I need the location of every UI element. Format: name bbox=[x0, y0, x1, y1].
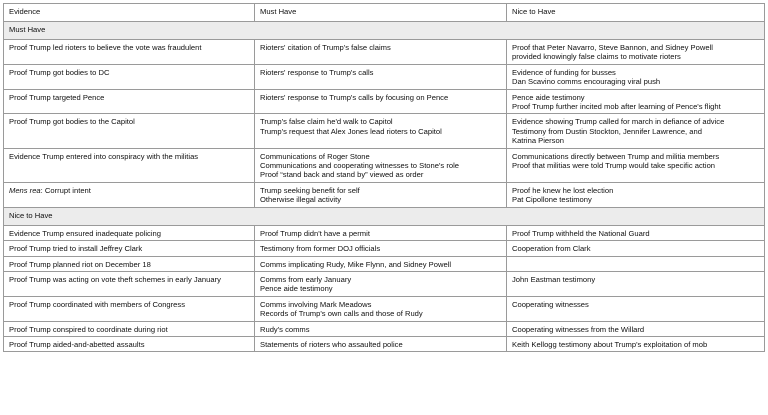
must-have-cell-line: Otherwise illegal activity bbox=[260, 195, 342, 205]
must-have-cell bbox=[255, 114, 507, 148]
must-have-cell-line: Rioters' response to Trump's calls bbox=[260, 67, 374, 77]
table-row bbox=[4, 296, 765, 321]
nice-to-have-cell bbox=[507, 256, 765, 271]
must-have-cell-line: Trump seeking benefit for self bbox=[260, 185, 360, 195]
must-have-cell-line: Rioters' response to Trump's calls by focusing on Pence bbox=[260, 92, 449, 102]
table-row bbox=[4, 182, 765, 207]
nice-to-have-cell-line: Evidence of funding for busses bbox=[512, 67, 616, 77]
nice-to-have-cell-line: Proof Trump further incited mob after learning of Pence's flight bbox=[512, 102, 721, 112]
evidence-cell bbox=[4, 241, 255, 256]
nice-to-have-cell bbox=[507, 271, 765, 296]
must-have-cell-line: Communications and cooperating witnesses to Stone's role bbox=[260, 161, 459, 171]
must-have-cell bbox=[255, 182, 507, 207]
evidence-cell-line: Proof Trump got bodies to DC bbox=[9, 67, 110, 77]
nice-to-have-cell-line: Cooperating witnesses bbox=[512, 299, 589, 309]
must-have-cell bbox=[255, 89, 507, 114]
section-header-row bbox=[4, 207, 765, 225]
nice-to-have-cell bbox=[507, 321, 765, 336]
table-row bbox=[4, 64, 765, 89]
must-have-cell-line: Proof Trump didn't have a permit bbox=[260, 228, 370, 238]
must-have-cell-line: Rioters' citation of Trump's false claims bbox=[260, 43, 391, 52]
must-have-cell-line: Proof “stand back and stand by” viewed as order bbox=[260, 170, 424, 180]
nice-to-have-cell bbox=[507, 296, 765, 321]
nice-to-have-cell bbox=[507, 336, 765, 351]
nice-to-have-cell-line: Dan Scavino comms encouraging viral push bbox=[512, 77, 661, 87]
evidence-cell-line: Evidence Trump ensured inadequate policing bbox=[9, 228, 161, 238]
evidence-cell bbox=[4, 40, 255, 65]
evidence-table-container bbox=[3, 3, 764, 352]
must-have-cell bbox=[255, 241, 507, 256]
section-header-row bbox=[4, 22, 765, 40]
must-have-cell bbox=[255, 336, 507, 351]
evidence-cell-line: Proof Trump led rioters to believe the vote was fraudulent bbox=[9, 43, 202, 52]
must-have-cell-line: Communications of Roger Stone bbox=[260, 151, 370, 161]
nice-to-have-cell-line: Proof that militias were told Trump would take specific action bbox=[512, 161, 716, 171]
nice-to-have-cell-line: Katrina Pierson bbox=[512, 136, 564, 146]
evidence-cell-line: Proof Trump conspired to coordinate during riot bbox=[9, 324, 168, 334]
evidence-cell bbox=[4, 321, 255, 336]
must-have-cell bbox=[255, 64, 507, 89]
nice-to-have-cell bbox=[507, 40, 765, 65]
evidence-table bbox=[3, 3, 765, 352]
must-have-cell-line: Rudy's comms bbox=[260, 324, 310, 334]
must-have-cell-line: Comms involving Mark Meadows bbox=[260, 299, 372, 309]
evidence-cell bbox=[4, 114, 255, 148]
table-row bbox=[4, 256, 765, 271]
must-have-cell-line: Statements of rioters who assaulted police bbox=[260, 339, 403, 349]
evidence-table-body bbox=[4, 4, 765, 352]
evidence-cell bbox=[4, 64, 255, 89]
evidence-cell-line: Proof Trump planned riot on December 18 bbox=[9, 259, 151, 269]
must-have-cell bbox=[255, 271, 507, 296]
must-have-cell-line: Records of Trump's own calls and those of Rudy bbox=[260, 309, 423, 319]
nice-to-have-cell-line: Testimony from Dustin Stockton, Jennifer Lawrence, and bbox=[512, 126, 702, 136]
evidence-italic-term: Mens rea bbox=[9, 185, 41, 195]
nice-to-have-cell-line: Cooperation from Clark bbox=[512, 244, 591, 254]
must-have-cell-line: Trump's request that Alex Jones lead rioters to Capitol bbox=[260, 126, 442, 136]
evidence-cell bbox=[4, 182, 255, 207]
table-row bbox=[4, 271, 765, 296]
nice-to-have-cell bbox=[507, 225, 765, 240]
must-have-cell-line: Trump's false claim he'd walk to Capitol bbox=[260, 117, 393, 127]
must-have-cell bbox=[255, 40, 507, 65]
evidence-cell-line: Proof Trump targeted Pence bbox=[9, 92, 105, 102]
table-row bbox=[4, 89, 765, 114]
must-have-cell bbox=[255, 256, 507, 271]
nice-to-have-cell-line: Keith Kellogg testimony about Trump's exploitation of mob bbox=[512, 339, 708, 349]
section-title: Nice to Have bbox=[4, 207, 765, 225]
table-row bbox=[4, 321, 765, 336]
evidence-cell-line: Proof Trump aided-and-abetted assaults bbox=[9, 339, 145, 349]
evidence-cell-line: Proof Trump got bodies to the Capitol bbox=[9, 117, 135, 127]
nice-to-have-cell-line: provided knowingly false claims to motivate rioters bbox=[512, 52, 681, 62]
section-title: Must Have bbox=[4, 22, 765, 40]
must-have-cell bbox=[255, 321, 507, 336]
nice-to-have-cell-line: Pence aide testimony bbox=[512, 92, 585, 102]
nice-to-have-cell bbox=[507, 148, 765, 182]
table-row bbox=[4, 114, 765, 148]
evidence-cell bbox=[4, 89, 255, 114]
nice-to-have-cell-line: Proof that Peter Navarro, Steve Bannon, and Sidney Powell bbox=[512, 43, 713, 52]
table-header-row bbox=[4, 4, 765, 22]
must-have-cell bbox=[255, 296, 507, 321]
evidence-cell-line: Proof Trump was acting on vote theft schemes in early January bbox=[9, 274, 221, 284]
evidence-cell-line: Proof Trump tried to install Jeffrey Clark bbox=[9, 244, 143, 254]
nice-to-have-cell bbox=[507, 89, 765, 114]
must-have-cell-line: Comms from early January bbox=[260, 274, 352, 284]
evidence-cell-line: Proof Trump coordinated with members of Congress bbox=[9, 299, 185, 309]
evidence-cell bbox=[4, 296, 255, 321]
evidence-cell bbox=[4, 148, 255, 182]
header-nice-to-have: Nice to Have bbox=[507, 4, 765, 22]
table-row bbox=[4, 40, 765, 65]
must-have-cell bbox=[255, 148, 507, 182]
table-row bbox=[4, 148, 765, 182]
nice-to-have-cell bbox=[507, 182, 765, 207]
nice-to-have-cell-line: Evidence showing Trump called for march in defiance of advice bbox=[512, 117, 725, 127]
evidence-cell bbox=[4, 336, 255, 351]
nice-to-have-cell-line: John Eastman testimony bbox=[512, 274, 596, 284]
nice-to-have-cell-line: Pat Cipollone testimony bbox=[512, 195, 592, 205]
header-evidence: Evidence bbox=[4, 4, 255, 22]
evidence-cell bbox=[4, 271, 255, 296]
nice-to-have-cell bbox=[507, 64, 765, 89]
evidence-rest-text: : Corrupt intent bbox=[40, 185, 91, 195]
nice-to-have-cell bbox=[507, 241, 765, 256]
table-row bbox=[4, 336, 765, 351]
nice-to-have-cell-line: Proof he knew he lost election bbox=[512, 185, 614, 195]
evidence-cell-line: Evidence Trump entered into conspiracy with the militias bbox=[9, 151, 199, 161]
evidence-cell-line bbox=[9, 186, 249, 195]
nice-to-have-cell-line: Communications directly between Trump and militia members bbox=[512, 151, 720, 161]
nice-to-have-cell-line: Proof Trump withheld the National Guard bbox=[512, 228, 650, 238]
table-row bbox=[4, 241, 765, 256]
nice-to-have-cell bbox=[507, 114, 765, 148]
must-have-cell-line: Testimony from former DOJ officials bbox=[260, 244, 381, 254]
nice-to-have-cell-line: Cooperating witnesses from the Willard bbox=[512, 324, 645, 334]
header-must-have: Must Have bbox=[255, 4, 507, 22]
table-row bbox=[4, 225, 765, 240]
must-have-cell-line: Comms implicating Rudy, Mike Flynn, and Sidney Powell bbox=[260, 259, 452, 269]
must-have-cell-line: Pence aide testimony bbox=[260, 284, 333, 294]
must-have-cell bbox=[255, 225, 507, 240]
evidence-cell bbox=[4, 225, 255, 240]
evidence-cell bbox=[4, 256, 255, 271]
